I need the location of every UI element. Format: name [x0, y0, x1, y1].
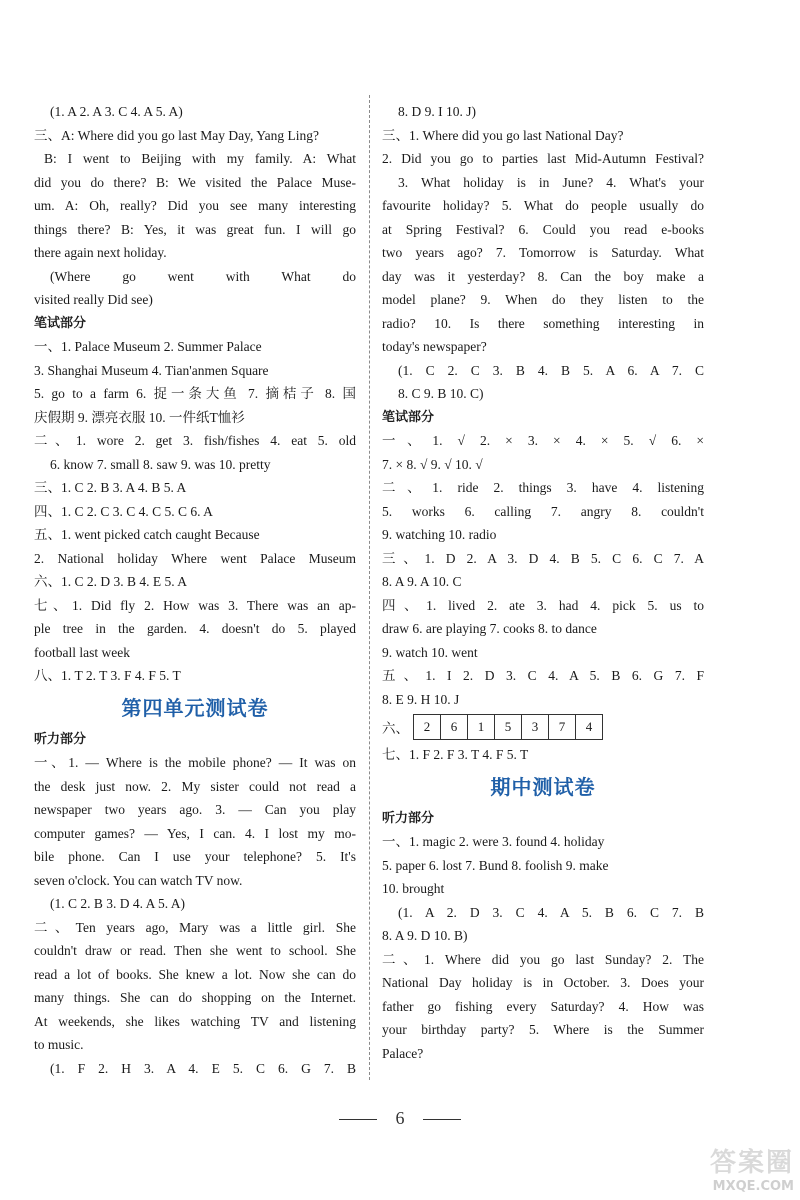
answer-line: (1. C 2. C 3. B 4. B 5. A 6. A 7. C — [398, 362, 704, 378]
question-6-label: 六、 — [382, 721, 409, 736]
right-column — [382, 100, 704, 1065]
answer-box: 3 — [522, 715, 549, 739]
answer-line: 5. paper 6. lost 7. Bund 8. foolish 9. make — [382, 857, 609, 873]
answer-line: things there? B: Yes, it was great fun. I will go — [34, 221, 356, 237]
answer-line: radio? 10. Is there something interesting in — [382, 315, 704, 331]
answer-line: 七、1. Did fly 2. How was 3. There was an ap- — [34, 597, 356, 613]
answer-line: many things. She can do shopping on the Internet. — [34, 990, 356, 1005]
answer-line: 3. Shanghai Museum 4. Tian'anmen Square — [34, 362, 269, 378]
answer-line: seven o'clock. You can watch TV now. — [34, 872, 243, 888]
answer-line: 三、1. Where did you go last National Day? — [382, 127, 624, 143]
answer-line: at Spring Festival? 6. Could you read e-books — [382, 221, 704, 237]
answer-line: newspaper two years ago. 3. — Can you play — [34, 802, 356, 817]
answer-line: 5. go to a farm 6. 捉一条大鱼 7. 摘桔子 8. 国 — [34, 386, 356, 401]
answer-line: 三、1. C 2. B 3. A 4. B 5. A — [34, 480, 187, 495]
answer-line: father go fishing every Saturday? 4. How was — [382, 998, 704, 1014]
answer-line: there again next holiday. — [34, 245, 167, 260]
answer-line: 五、1. went picked catch caught Because — [34, 527, 260, 542]
answer-line: 7. × 8. √ 9. √ 10. √ — [382, 456, 483, 472]
answer-line: 五、1. I 2. D 3. C 4. A 5. B 6. G 7. F — [382, 668, 704, 683]
answer-box: 4 — [585, 719, 593, 734]
answer-line: ple tree in the garden. 4. doesn't do 5. played — [34, 621, 356, 636]
answer-line: 9. watching 10. radio — [382, 527, 497, 542]
answer-line: 四、1. lived 2. ate 3. had 4. pick 5. us to — [382, 597, 704, 613]
answer-line: 8. D 9. I 10. J) — [398, 104, 476, 119]
left-column — [34, 100, 356, 1080]
right-column-top — [382, 100, 704, 711]
watermark-url: MXQE.COM — [712, 1179, 794, 1194]
section-subheading: 听力部分 — [382, 810, 435, 826]
answer-line: your birthday party? 5. Where is the Summer — [382, 1022, 704, 1037]
section-subheading: 听力部分 — [34, 731, 87, 747]
answer-line: 庆假期 9. 漂亮衣服 10. 一件纸T恤衫 — [34, 409, 245, 425]
answer-line: 8. C 9. B 10. C) — [398, 386, 484, 401]
watermark-logo — [664, 1142, 794, 1192]
answer-line: um. A: Oh, really? Did you see many interesting — [34, 198, 356, 213]
answer-line: read a lot of books. She knew a lot. Now she can do — [34, 966, 356, 982]
answer-line: National Day holiday is in October. 3. Does your — [382, 975, 704, 990]
answer-line: 一、1. — Where is the mobile phone? — It was on — [34, 755, 356, 770]
answer-line: 七、1. F 2. F 3. T 4. F 5. T — [382, 747, 529, 762]
answer-box: 1 — [468, 715, 495, 739]
answer-line: visited really Did see) — [34, 292, 153, 307]
answer-line: bile phone. Can I use your telephone? 5. It's — [34, 849, 356, 864]
answer-line: 10. brought — [382, 881, 445, 896]
question-6-answer-boxes — [382, 711, 704, 743]
right-column-bottom — [382, 743, 704, 1065]
answer-line: computer games? — Yes, I can. 4. I lost my mo- — [34, 825, 356, 841]
answer-line: the desk just now. 2. My sister could not read a — [34, 778, 356, 794]
answer-line: 六、1. C 2. D 3. B 4. E 5. A — [34, 574, 188, 589]
answer-box: 7 — [549, 715, 576, 739]
answer-line: today's newspaper? — [382, 339, 487, 354]
answer-line: (1. A 2. A 3. C 4. A 5. A) — [50, 104, 183, 119]
answer-line: 二、Ten years ago, Mary was a little girl. She — [34, 919, 356, 935]
section-subheading: 笔试部分 — [382, 409, 435, 425]
answer-line: 9. watch 10. went — [382, 644, 478, 660]
answer-line: (1. A 2. D 3. C 4. A 5. B 6. C 7. B — [398, 904, 704, 920]
answer-line: 一、1. Palace Museum 2. Summer Palace — [34, 339, 262, 354]
watermark-mark: 答案圈 — [709, 1148, 794, 1178]
answer-line: (1. F 2. H 3. A 4. E 5. C 6. G 7. B — [50, 1060, 356, 1076]
answer-line: At weekends, she likes watching TV and listening — [34, 1013, 356, 1029]
answer-line: 四、1. C 2. C 3. C 4. C 5. C 6. A — [34, 503, 213, 519]
column-divider — [369, 95, 370, 1080]
answer-line: (Where go went with What do — [50, 268, 356, 284]
page-footer — [0, 1108, 800, 1129]
answer-line: (1. C 2. B 3. D 4. A 5. A) — [50, 896, 186, 911]
answer-box: 6 — [441, 715, 468, 739]
answer-line: 二、1. wore 2. get 3. fish/fishes 4. eat 5. old — [34, 433, 356, 448]
answer-line: day was it yesterday? 8. Can the boy make a — [382, 268, 704, 284]
answer-line: 5. works 6. calling 7. angry 8. couldn't — [382, 503, 704, 519]
answer-line: 2. National holiday Where went Palace Museum — [34, 550, 356, 566]
answer-line: 八、1. T 2. T 3. F 4. F 5. T — [34, 668, 181, 683]
answer-line: 一、1. magic 2. were 3. found 4. holiday — [382, 834, 605, 849]
answer-line: 6. know 7. small 8. saw 9. was 10. pretty — [50, 456, 271, 472]
answer-line: did you do there? B: We visited the Palace Muse- — [34, 174, 356, 190]
section-title: 期中测试卷 — [490, 774, 596, 799]
answer-line: 一、1. √ 2. × 3. × 4. × 5. √ 6. × — [382, 433, 704, 448]
answer-line: model plane? 9. When do they listen to the — [382, 292, 704, 307]
answer-line: 二、1. ride 2. things 3. have 4. listening — [382, 480, 704, 495]
answer-line: 3. What holiday is in June? 4. What's your — [398, 174, 704, 190]
answer-line: 三、1. D 2. A 3. D 4. B 5. C 6. C 7. A — [382, 550, 704, 566]
answer-line: two years ago? 7. Tomorrow is Saturday. What — [382, 245, 704, 260]
answer-box: 2 — [414, 715, 441, 739]
page-number: 6 — [395, 1108, 405, 1128]
answer-line: B: I went to Beijing with my family. A: What — [44, 151, 356, 166]
answer-line: 8. A 9. A 10. C — [382, 574, 462, 589]
answer-line: football last week — [34, 644, 130, 660]
answer-line: favourite holiday? 5. What do people usually do — [382, 198, 704, 213]
answer-line: draw 6. are playing 7. cooks 8. to dance — [382, 621, 597, 636]
section-title: 第四单元测试卷 — [121, 695, 269, 720]
answer-line: to music. — [34, 1037, 84, 1052]
answer-line: Palace? — [382, 1045, 424, 1061]
answer-line: 2. Did you go to parties last Mid-Autumn Festival? — [382, 151, 704, 166]
footer-dash-left — [339, 1119, 377, 1120]
answer-box-strip — [413, 714, 603, 740]
answer-box: 5 — [495, 715, 522, 739]
footer-dash-right — [423, 1119, 461, 1120]
answer-line: 8. A 9. D 10. B) — [382, 928, 468, 943]
answer-line: couldn't draw or read. Then she went to school. She — [34, 943, 356, 958]
answer-line: 8. E 9. H 10. J — [382, 691, 460, 707]
answer-line: 二、1. Where did you go last Sunday? 2. The — [382, 951, 704, 967]
answer-line: 三、A: Where did you go last May Day, Yang Ling? — [34, 127, 319, 143]
section-subheading: 笔试部分 — [34, 315, 87, 331]
